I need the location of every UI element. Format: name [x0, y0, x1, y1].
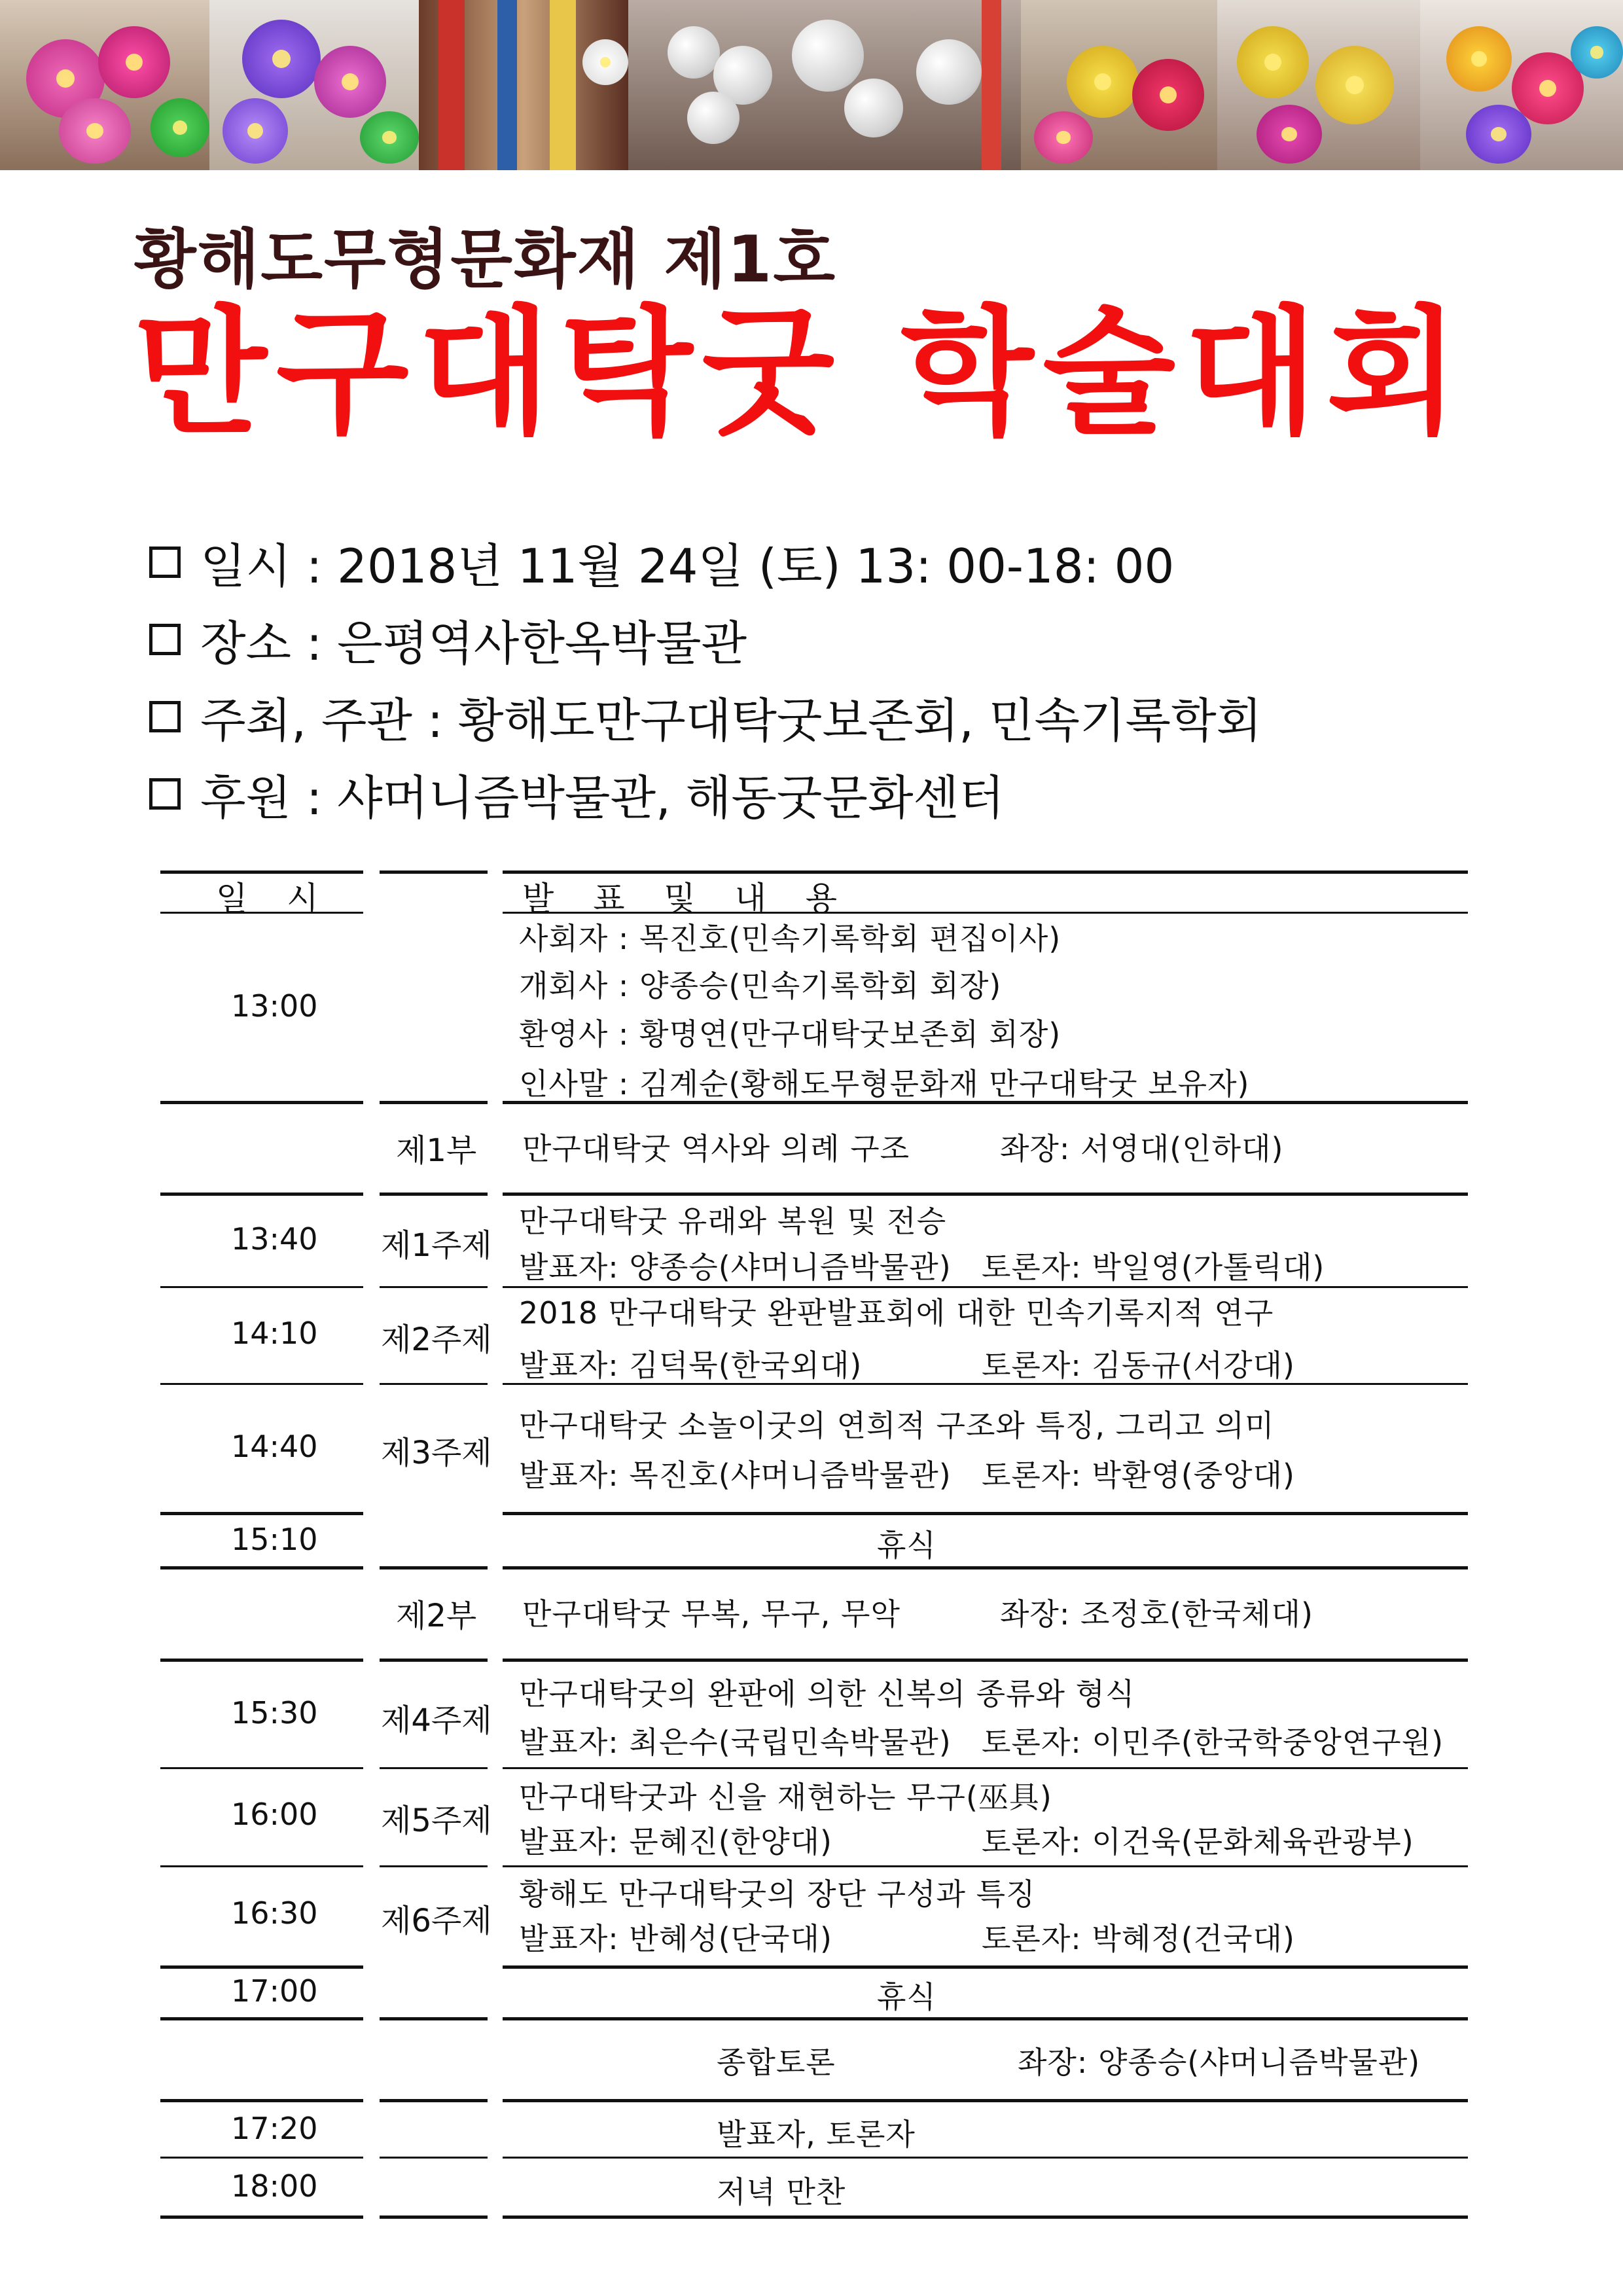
table-rule: [503, 1566, 1468, 1570]
time-topic: 14:10: [231, 1316, 318, 1351]
table-rule: [503, 912, 1468, 914]
topic-label: 제3주제: [381, 1435, 492, 1471]
table-rule: [503, 1767, 1468, 1769]
subtitle: 황해도무형문화재 제1호: [134, 223, 836, 297]
table-rule: [503, 1865, 1468, 1867]
part-label: 제2부: [396, 1598, 477, 1634]
time-final: 18:00: [231, 2168, 318, 2204]
table-rule: [160, 2157, 363, 2159]
topic-title: 만구대탁굿 소놀이굿의 연희적 구조와 특징, 그리고 의미: [519, 1408, 1275, 1443]
info-text: 후원 : 샤머니즘박물관, 해동굿문화센터: [200, 770, 1005, 825]
topic-title: 만구대탁굿과 신을 재현하는 무구(巫具): [519, 1780, 1052, 1815]
table-rule: [380, 2215, 488, 2219]
table-rule: [160, 2099, 363, 2102]
time-topic: 16:00: [231, 1797, 318, 1832]
table-rule: [503, 1659, 1468, 1662]
topic-discussant: 토론자: 박환영(중앙대): [982, 1458, 1295, 1493]
table-rule: [160, 1512, 363, 1515]
table-rule: [160, 1566, 363, 1570]
column-header-time: 일 시: [216, 880, 333, 918]
table-rule: [380, 2157, 488, 2159]
topic-title: 2018 만구대탁굿 완판발표회에 대한 민속기록지적 연구: [519, 1295, 1274, 1331]
topic-discussant: 토론자: 박혜정(건국대): [982, 1921, 1295, 1956]
topic-title: 황해도 만구대탁굿의 장단 구성과 특징: [519, 1876, 1036, 1912]
table-rule: [503, 2017, 1468, 2020]
table-rule: [380, 1193, 488, 1196]
table-rule: [380, 1865, 488, 1867]
final-label: 발표자, 토론자: [717, 2117, 916, 2152]
info-text: 주최, 주관 : 황해도만구대탁굿보존회, 민속기록학회: [200, 693, 1262, 748]
table-rule: [380, 2099, 488, 2102]
topic-presenter: 발표자: 양종승(샤머니즘박물관): [519, 1249, 952, 1285]
topic-label: 제5주제: [381, 1803, 492, 1839]
topic-discussant: 토론자: 이민주(한국학중앙연구원): [982, 1725, 1444, 1760]
table-rule: [503, 2157, 1468, 2159]
table-rule: [380, 1659, 488, 1662]
info-text: 일시 : 2018년 11월 24일 (토) 13: 00-18: 00: [200, 539, 1175, 594]
table-rule: [160, 1383, 363, 1385]
table-rule: [503, 1512, 1468, 1515]
table-rule: [503, 1101, 1468, 1104]
time-topic: 16:30: [231, 1895, 318, 1931]
time-break: 15:10: [231, 1522, 318, 1557]
table-rule: [160, 1865, 363, 1867]
final-label: 저녁 만찬: [717, 2174, 846, 2210]
table-rule: [380, 1101, 488, 1104]
table-rule: [380, 1383, 488, 1385]
topic-label: 제1주제: [381, 1227, 492, 1264]
table-rule: [160, 1965, 363, 1969]
break-label: 휴식: [877, 1528, 936, 1563]
table-rule: [503, 2215, 1468, 2219]
time-topic: 15:30: [231, 1695, 318, 1731]
topic-label: 제6주제: [381, 1903, 492, 1939]
page-title: 만구대탁굿 학술대회: [134, 293, 1469, 453]
break-label: 휴식: [877, 1979, 936, 2015]
topic-discussant: 토론자: 박일영(가톨릭대): [982, 1249, 1325, 1285]
column-header-content: 발 표 및 내 용: [522, 880, 852, 918]
time-topic: 13:40: [231, 1221, 318, 1257]
opening-line: 사회자 : 목진호(민속기록학회 편집이사): [519, 921, 1061, 956]
topic-presenter: 발표자: 문혜진(한양대): [519, 1824, 832, 1859]
time-final: 17:20: [231, 2111, 318, 2146]
table-rule: [380, 870, 488, 874]
part-chair: 좌장: 조정호(한국체대): [1000, 1596, 1313, 1632]
table-rule: [380, 2017, 488, 2020]
opening-line: 인사말 : 김계순(황해도무형문화재 만구대탁굿 보유자): [519, 1066, 1250, 1102]
time-topic: 14:40: [231, 1429, 318, 1464]
table-rule: [380, 1767, 488, 1769]
part-title: 만구대탁굿 역사와 의례 구조: [522, 1131, 910, 1166]
table-rule: [160, 2215, 363, 2219]
topic-title: 만구대탁굿 유래와 복원 및 전승: [519, 1204, 947, 1239]
info-text: 장소 : 은평역사한옥박물관: [200, 616, 747, 671]
table-rule: [503, 1286, 1468, 1288]
table-rule: [160, 1193, 363, 1196]
topic-presenter: 발표자: 반혜성(단국대): [519, 1921, 832, 1956]
time-break: 17:00: [231, 1973, 318, 2009]
part-title: 만구대탁굿 무복, 무구, 무악: [522, 1596, 901, 1632]
table-rule: [160, 1659, 363, 1662]
discussion-chair: 좌장: 양종승(샤머니즘박물관): [1018, 2045, 1421, 2080]
topic-discussant: 토론자: 이건욱(문화체육관광부): [982, 1824, 1414, 1859]
part-chair: 좌장: 서영대(인하대): [1000, 1131, 1284, 1166]
table-rule: [503, 1193, 1468, 1196]
table-rule: [160, 912, 363, 914]
table-rule: [160, 1767, 363, 1769]
table-rule: [380, 1286, 488, 1288]
topic-presenter: 발표자: 김덕묵(한국외대): [519, 1348, 863, 1383]
topic-label: 제4주제: [381, 1702, 492, 1739]
topic-discussant: 토론자: 김동규(서강대): [982, 1348, 1295, 1383]
topic-title: 만구대탁굿의 완판에 의한 신복의 종류와 형식: [519, 1676, 1135, 1712]
table-rule: [160, 1286, 363, 1288]
opening-line: 환영사 : 황명연(만구대탁굿보존회 회장): [519, 1016, 1061, 1052]
topic-label: 제2주제: [381, 1321, 492, 1358]
opening-line: 개회사 : 양종승(민속기록학회 회장): [519, 968, 1002, 1003]
topic-presenter: 발표자: 목진호(샤머니즘박물관): [519, 1458, 952, 1493]
topic-presenter: 발표자: 최은수(국립민속박물관): [519, 1725, 952, 1760]
table-rule: [503, 1965, 1468, 1969]
table-rule: [380, 1566, 488, 1570]
table-rule: [160, 1101, 363, 1104]
table-rule: [503, 1383, 1468, 1385]
discussion-title: 종합토론: [717, 2045, 836, 2080]
part-label: 제1부: [396, 1132, 477, 1169]
time-opening: 13:00: [231, 988, 318, 1024]
table-rule: [503, 2099, 1468, 2102]
table-rule: [160, 2017, 363, 2020]
